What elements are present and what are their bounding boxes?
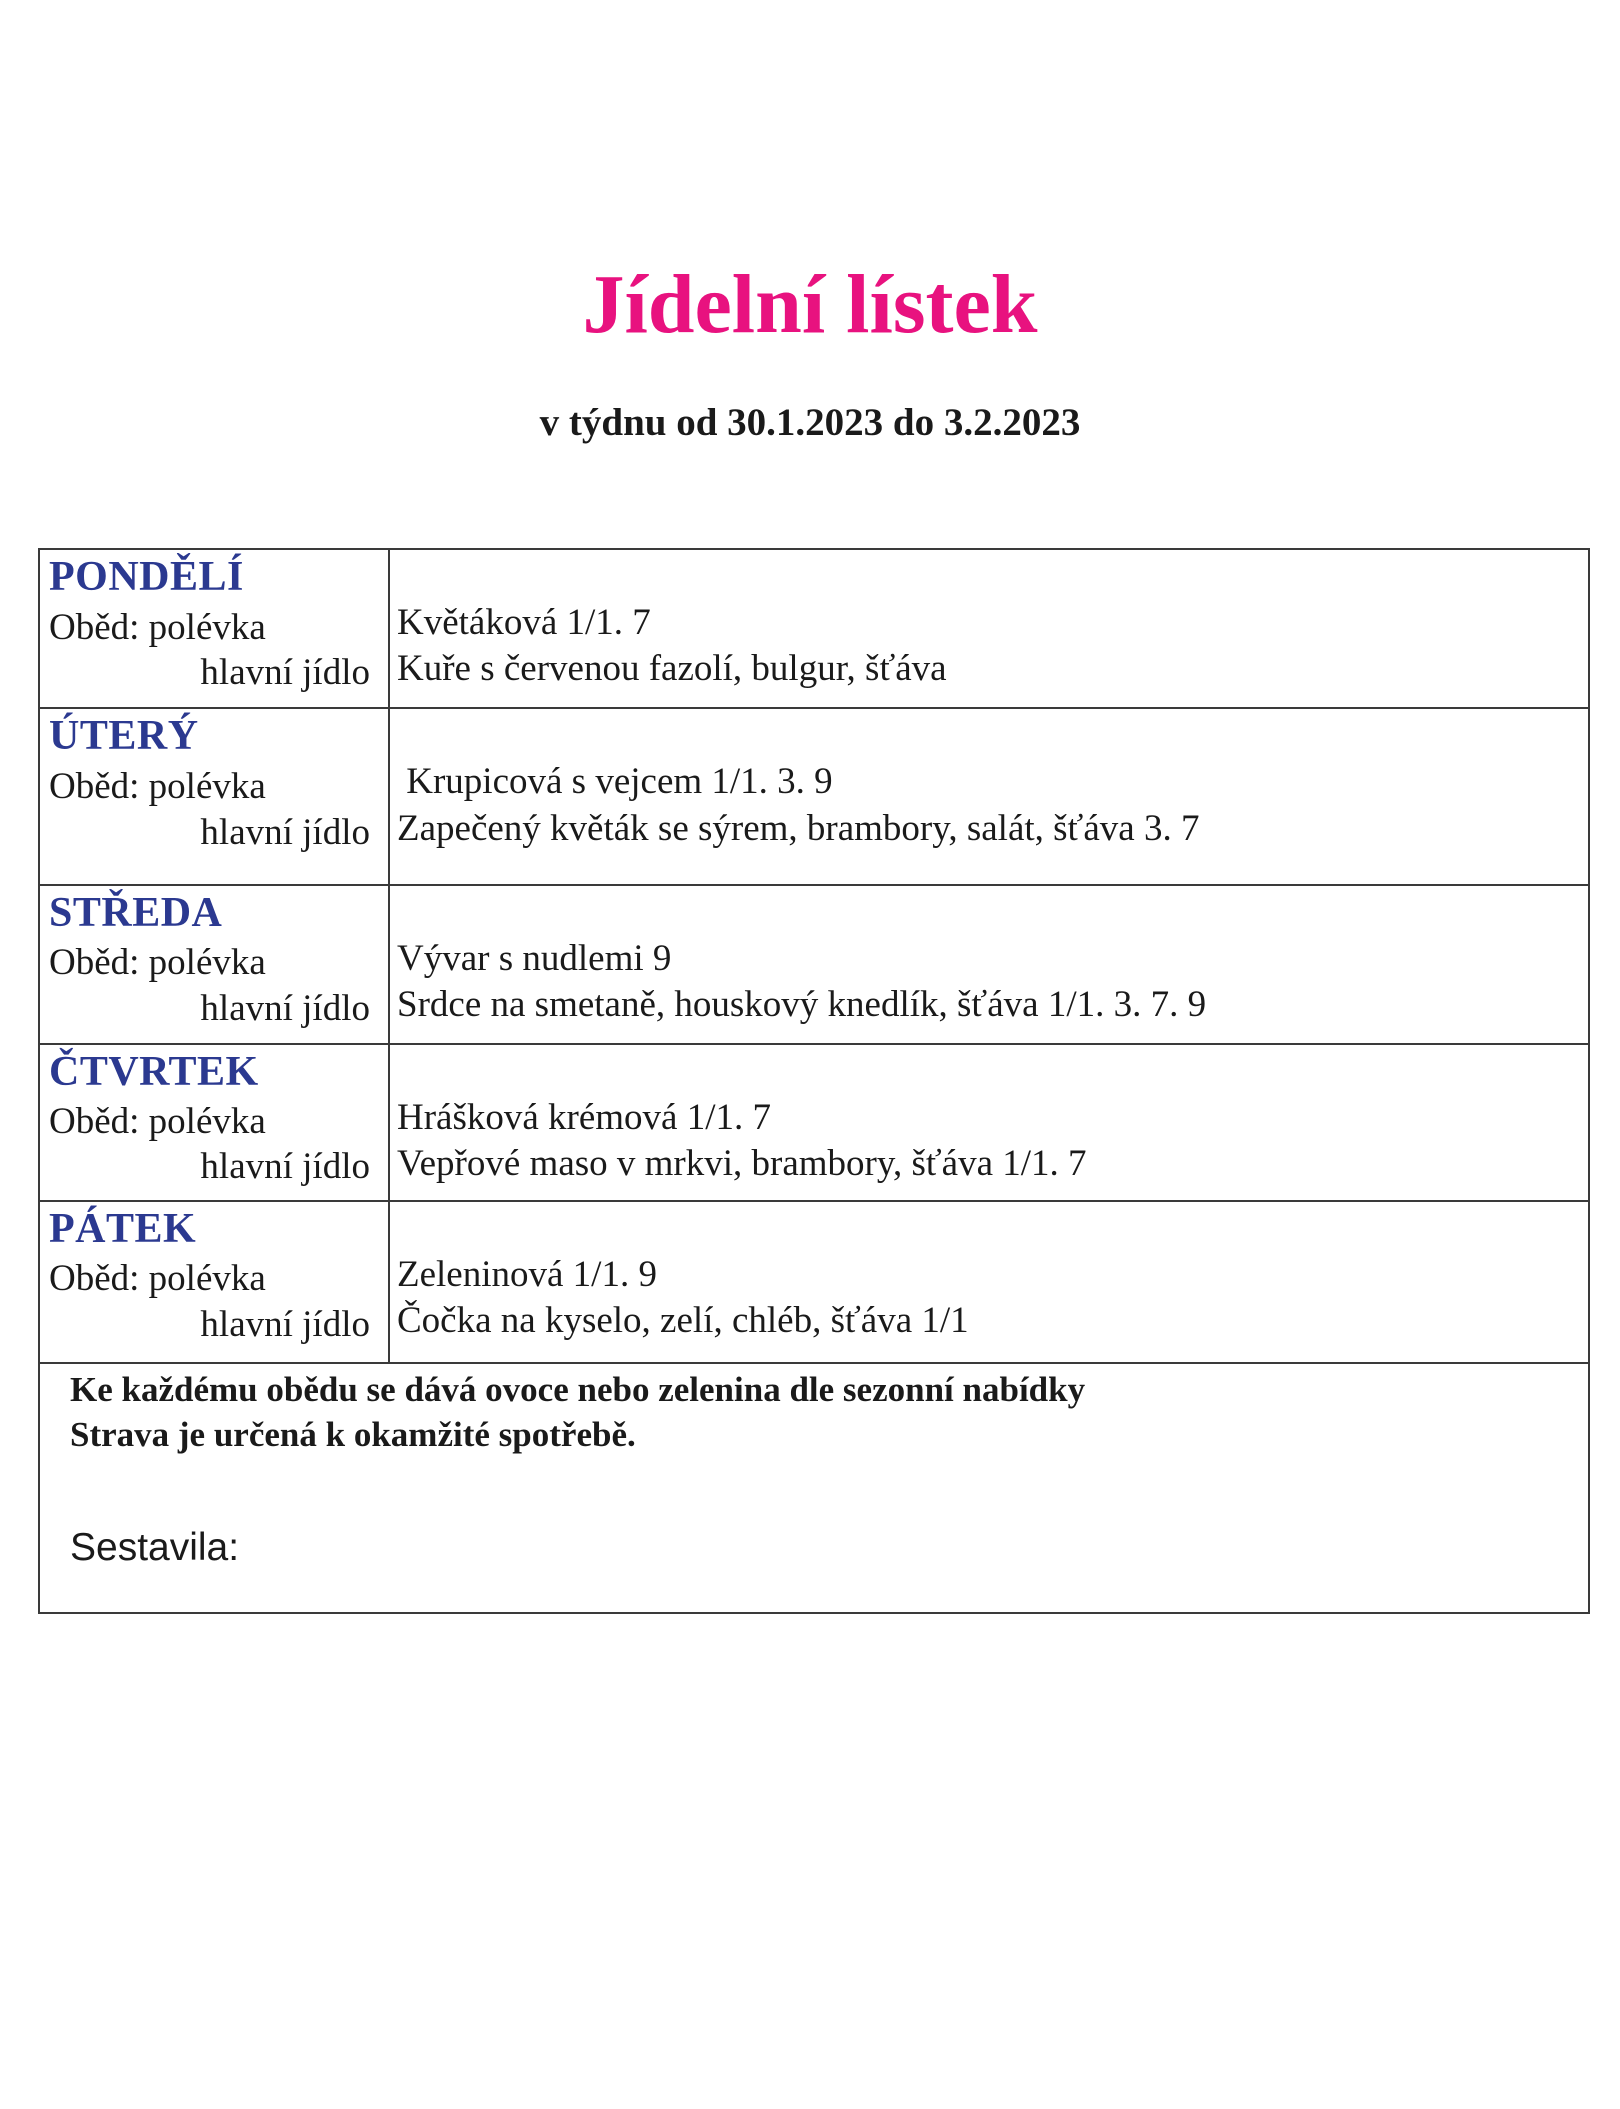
soup-dish: Vývar s nudlemi 9: [397, 938, 672, 979]
soup-dish: Květáková 1/1. 7: [397, 602, 651, 643]
day-label-cell: [40, 1202, 390, 1362]
page-title: Jídelní lístek: [582, 258, 1038, 351]
main-dish-label: hlavní jídlo: [200, 988, 370, 1029]
main-dish: Srdce na smetaně, houskový knedlík, šťáva 1/1. 3. 7. 9: [397, 984, 1207, 1025]
main-dish: Kuře s červenou fazolí, bulgur, šťáva: [397, 648, 947, 689]
day-label-cell: [40, 886, 390, 1043]
day-name: PONDĚLÍ: [49, 554, 244, 600]
soup-label: Oběd: polévka: [49, 607, 266, 648]
day-name: STŘEDA: [49, 890, 223, 936]
week-range: v týdnu od 30.1.2023 do 3.2.2023: [539, 401, 1081, 444]
day-row-tuesday: [40, 709, 1588, 886]
fruit-note: Ke každému obědu se dává ovoce nebo zelenina dle sezonní nabídky: [70, 1370, 1086, 1409]
main-dish-label: hlavní jídlo: [200, 812, 370, 853]
menu-table: [38, 548, 1590, 1614]
consumption-note: Strava je určená k okamžité spotřebě.: [70, 1415, 636, 1454]
day-label-cell: [40, 1045, 390, 1200]
day-name: PÁTEK: [49, 1206, 197, 1252]
dish-cell: [390, 886, 1588, 1043]
soup-dish: Hrášková krémová 1/1. 7: [397, 1097, 772, 1138]
soup-label: Oběd: polévka: [49, 1101, 266, 1142]
day-row-friday: [40, 1202, 1588, 1364]
dish-cell: [390, 1202, 1588, 1362]
day-name: ČTVRTEK: [49, 1049, 259, 1095]
dish-cell: [390, 1045, 1588, 1200]
main-dish: Čočka na kyselo, zelí, chléb, šťáva 1/1: [397, 1300, 969, 1341]
day-name: ÚTERÝ: [49, 713, 199, 759]
soup-label: Oběd: polévka: [49, 942, 266, 983]
compiled-by-label: Sestavila:: [70, 1526, 240, 1569]
day-label-cell: [40, 709, 390, 884]
soup-label: Oběd: polévka: [49, 766, 266, 807]
soup-label: Oběd: polévka: [49, 1258, 266, 1299]
main-dish: Zapečený květák se sýrem, brambory, salát, šťáva 3. 7: [397, 808, 1200, 849]
footer-notes: [40, 1364, 1588, 1612]
main-dish-label: hlavní jídlo: [200, 1146, 370, 1187]
main-dish-label: hlavní jídlo: [200, 652, 370, 693]
day-row-monday: [40, 550, 1588, 709]
day-label-cell: [40, 550, 390, 707]
dish-cell: [390, 550, 1588, 707]
day-row-wednesday: [40, 886, 1588, 1045]
main-dish-label: hlavní jídlo: [200, 1304, 370, 1345]
main-dish: Vepřové maso v mrkvi, brambory, šťáva 1/1. 7: [397, 1143, 1087, 1184]
soup-dish: Krupicová s vejcem 1/1. 3. 9: [397, 761, 833, 802]
dish-cell: [390, 709, 1588, 884]
soup-dish: Zeleninová 1/1. 9: [397, 1254, 657, 1295]
day-row-thursday: [40, 1045, 1588, 1202]
